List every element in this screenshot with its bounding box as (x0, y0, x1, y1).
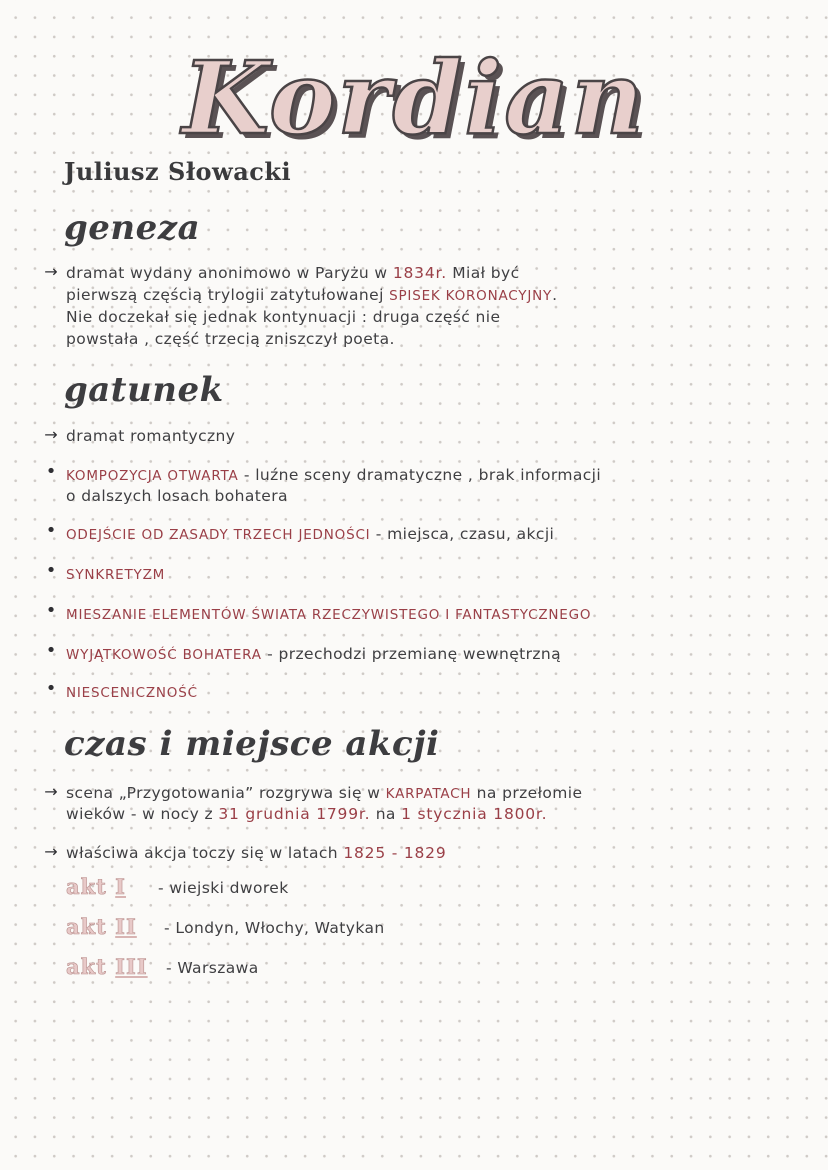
geneza-line-4: powstała , część trzecią zniszczył poeta. (66, 330, 395, 348)
act-1-label: akt I (66, 874, 126, 899)
geneza-line-3: Nie doczekał się jednak kontynuacji : druga część nie (66, 308, 501, 326)
gatunek-item-5: WYJĄTKOWOŚĆ BOHATERA - przechodzi przemianę wewnętrzną (66, 645, 562, 663)
gatunek-item-1-cont: o dalszych losach bohatera (66, 487, 288, 505)
bullet-icon: • (45, 520, 57, 541)
arrow-icon: → (44, 262, 58, 281)
geneza-year: 1834r. (392, 264, 447, 282)
act-2-label: akt II (66, 914, 137, 939)
heading-gatunek: gatunek (64, 370, 224, 410)
arrow-icon: → (44, 425, 58, 444)
czas-action-line: właściwa akcja toczy się w latach 1825 - 1829 (66, 844, 447, 862)
act-3-text: - Warszawa (166, 959, 259, 977)
bullet-icon: • (45, 461, 57, 482)
bullet-icon: • (45, 600, 57, 621)
bullet-icon: • (45, 640, 57, 661)
gatunek-item-4: MIESZANIE ELEMENTÓW ŚWIATA RZECZYWISTEGO I FANTASTYCZNEGO (66, 607, 592, 623)
act-2-text: - Londyn, Włochy, Watykan (164, 919, 385, 937)
gatunek-item-3: SYNKRETYZM (66, 567, 166, 583)
author-name: Juliusz Słowacki (64, 157, 292, 186)
scene-date-2: 1 stycznia 1800r. (401, 805, 548, 823)
geneza-line-1: dramat wydany anonimowo w Paryżu w 1834r. Miał być (66, 264, 520, 282)
geneza-line-2: pierwszą częścią trylogii zatytułowanej SPISEK KORONACYJNY. (66, 286, 558, 304)
arrow-icon: → (44, 782, 58, 801)
action-years: 1825 - 1829 (343, 844, 447, 862)
gatunek-item-6: NIESCENICZNOŚĆ (66, 685, 198, 701)
gatunek-intro: dramat romantyczny (66, 427, 236, 445)
act-3-label: akt III (66, 954, 148, 979)
bullet-icon: • (45, 678, 57, 699)
czas-scene-line-2: wieków - w nocy z 31 grudnia 1799r. na 1 stycznia 1800r. (66, 805, 548, 823)
gatunek-item-2: ODEJŚCIE OD ZASADY TRZECH JEDNOŚCI - miejsca, czasu, akcji (66, 525, 555, 543)
trilogy-title: SPISEK KORONACYJNY (389, 288, 553, 304)
bullet-icon: • (45, 560, 57, 581)
heading-geneza: geneza (64, 208, 201, 248)
heading-czas: czas i miejsce akcji (64, 724, 440, 764)
gatunek-item-1: KOMPOZYCJA OTWARTA - luźne sceny dramatyczne , brak informacji (66, 466, 602, 484)
scene-date-1: 31 grudnia 1799r. (218, 805, 371, 823)
act-1-text: - wiejski dworek (158, 879, 289, 897)
page-title: Kordian (182, 39, 646, 157)
scene-place: KARPATACH (385, 786, 472, 802)
arrow-icon: → (44, 842, 58, 861)
czas-scene-line-1: scena „Przygotowania” rozgrywa się w KARPATACH na przełomie (66, 784, 583, 802)
